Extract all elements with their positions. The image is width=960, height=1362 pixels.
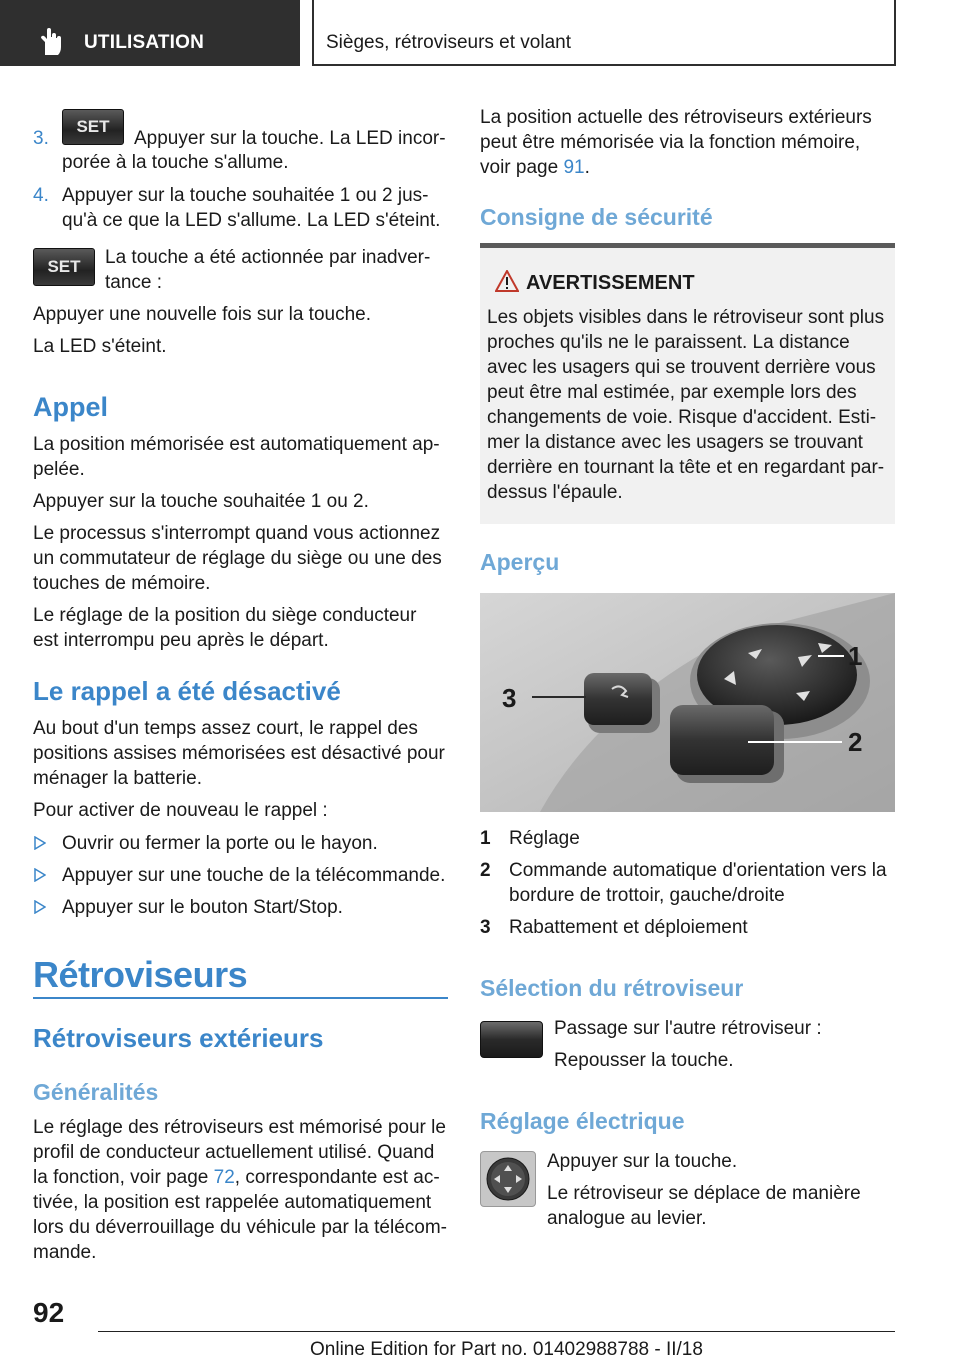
chapter-divider	[33, 997, 448, 999]
paragraph-line: Appuyer sur la touche.	[547, 1151, 738, 1172]
warning-line: peut être mal estimée, par exemple lors des	[487, 382, 857, 403]
paragraph-line: Appuyer sur la touche souhaitée 1 ou 2.	[33, 491, 369, 512]
section-heading: Consigne de sécurité	[480, 204, 713, 230]
header-title: Sièges, rétroviseurs et volant	[326, 32, 572, 53]
bullet-item: Ouvrir ou fermer la porte ou le hayon.	[62, 833, 378, 854]
paragraph-line: lors du déverrouillage du véhicule par la télécom-	[33, 1217, 448, 1238]
paragraph-line: mande.	[33, 1242, 97, 1263]
warning-title: AVERTISSEMENT	[526, 272, 695, 294]
paragraph-line: Repousser la touche.	[554, 1050, 734, 1071]
paragraph-line: Le réglage de la position du siège conducteur	[33, 605, 417, 626]
set-button-icon: SET	[62, 109, 124, 145]
warning-line: mer la distance avec les usagers se trouvant	[487, 432, 863, 453]
page-number: 92	[33, 1297, 65, 1328]
step3-text: Appuyer sur la touche. La LED incor-	[134, 128, 446, 149]
bullet-triangle-icon	[34, 868, 46, 882]
bullet-triangle-icon	[34, 836, 46, 850]
callout-label-1: 1	[848, 641, 863, 671]
paragraph-line: positions assises mémorisées est désactivé pour	[33, 743, 445, 764]
paragraph-line: voir page 91.	[480, 157, 590, 178]
bullet-triangle-icon	[34, 900, 46, 914]
header-section-label: UTILISATION	[84, 32, 205, 53]
paragraph-line: pelée.	[33, 459, 85, 480]
footer-divider	[98, 1331, 895, 1332]
paragraph-line: est interrompu peu après le départ.	[33, 630, 329, 651]
mirror-joystick-icon	[480, 1151, 536, 1207]
paragraph-line: Le processus s'interrompt quand vous actionnez	[33, 523, 441, 544]
legend-text: Réglage	[509, 828, 580, 849]
legend-number: 2	[480, 860, 491, 881]
bullet-item: Appuyer sur une touche de la télécommande.	[62, 865, 446, 886]
section-heading: Aperçu	[480, 549, 560, 575]
paragraph-line: profil de conducteur actuellement utilisé. Quand	[33, 1142, 435, 1163]
warning-line: changements de voie. Risque d'accident. Esti-	[487, 407, 877, 428]
paragraph-line: ménager la batterie.	[33, 768, 202, 789]
header-title-box	[312, 0, 896, 66]
legend-number: 3	[480, 917, 491, 938]
note-text: tance :	[105, 272, 163, 293]
step-number: 3.	[33, 128, 49, 149]
paragraph-line: Passage sur l'autre rétroviseur :	[554, 1018, 822, 1039]
paragraph-line: un commutateur de réglage du siège ou une des	[33, 548, 442, 569]
paragraph-line: la fonction, voir page 72, correspondante est ac-	[33, 1167, 440, 1188]
hand-pointer-icon	[36, 28, 66, 56]
legend-text: Rabattement et déploiement	[509, 917, 748, 938]
chapter-heading: Rétroviseurs	[33, 954, 248, 995]
paragraph-line: touches de mémoire.	[33, 573, 211, 594]
warning-triangle-icon	[495, 270, 519, 292]
legend-text: Commande automatique d'orientation vers la	[509, 860, 887, 881]
warning-line: dessus l'épaule.	[487, 482, 623, 503]
note-text: La LED s'éteint.	[33, 336, 167, 357]
paragraph-line: La position actuelle des rétroviseurs extérieurs	[480, 107, 872, 128]
subsection-heading: Généralités	[33, 1079, 159, 1105]
step-number: 4.	[33, 185, 49, 206]
step4-text: Appuyer sur la touche souhaitée 1 ou 2 jus-	[62, 185, 429, 206]
paragraph-line: La position mémorisée est automatiquement ap-	[33, 434, 440, 455]
note-text: La touche a été actionnée par inadver-	[105, 247, 431, 268]
callout-label-3: 3	[502, 683, 517, 713]
paragraph-line: Au bout d'un temps assez court, le rappel des	[33, 718, 418, 739]
paragraph-line: Le rétroviseur se déplace de manière	[547, 1183, 861, 1204]
section-heading: Rétroviseurs extérieurs	[33, 1023, 324, 1053]
set-button-icon: SET	[33, 248, 95, 286]
warning-line: derrière en tournant la tête et en regardant par-	[487, 457, 885, 478]
warning-line: proches qu'ils ne le paraissent. La distance	[487, 332, 850, 353]
section-heading: Réglage électrique	[480, 1108, 685, 1134]
paragraph-line: analogue au levier.	[547, 1208, 707, 1229]
header-section-tab	[0, 0, 300, 66]
note-text: Appuyer une nouvelle fois sur la touche.	[33, 304, 371, 325]
legend-number: 1	[480, 828, 491, 849]
callout-label-2: 2	[848, 727, 863, 757]
step4-text: qu'à ce que la LED s'allume. La LED s'éteint.	[62, 210, 441, 231]
legend-text: bordure de trottoir, gauche/droite	[509, 885, 785, 906]
section-heading: Le rappel a été désactivé	[33, 676, 341, 706]
section-heading: Sélection du rétroviseur	[480, 975, 744, 1001]
warning-line: avec les usagers qui se trouvent derrière vous	[487, 357, 876, 378]
paragraph-line: Le réglage des rétroviseurs est mémorisé pour le	[33, 1117, 446, 1138]
paragraph-line: Pour activer de nouveau le rappel :	[33, 800, 328, 821]
paragraph-line: tivée, la position est rappelée automatiquement	[33, 1192, 432, 1213]
page-link[interactable]: 91	[563, 157, 585, 178]
footer-edition: Online Edition for Part no. 01402988788 - II/18	[310, 1339, 703, 1360]
step3-text: porée à la touche s'allume.	[62, 152, 289, 173]
mirror-switch-icon	[480, 1021, 543, 1058]
mirror-controls-photo	[480, 593, 895, 812]
bullet-item: Appuyer sur le bouton Start/Stop.	[62, 897, 343, 918]
warning-line: Les objets visibles dans le rétroviseur sont plus	[487, 307, 885, 328]
section-heading: Appel	[33, 392, 109, 422]
paragraph-line: peut être mémorisée via la fonction mémoire,	[480, 132, 861, 153]
page-link[interactable]: 72	[213, 1167, 235, 1188]
